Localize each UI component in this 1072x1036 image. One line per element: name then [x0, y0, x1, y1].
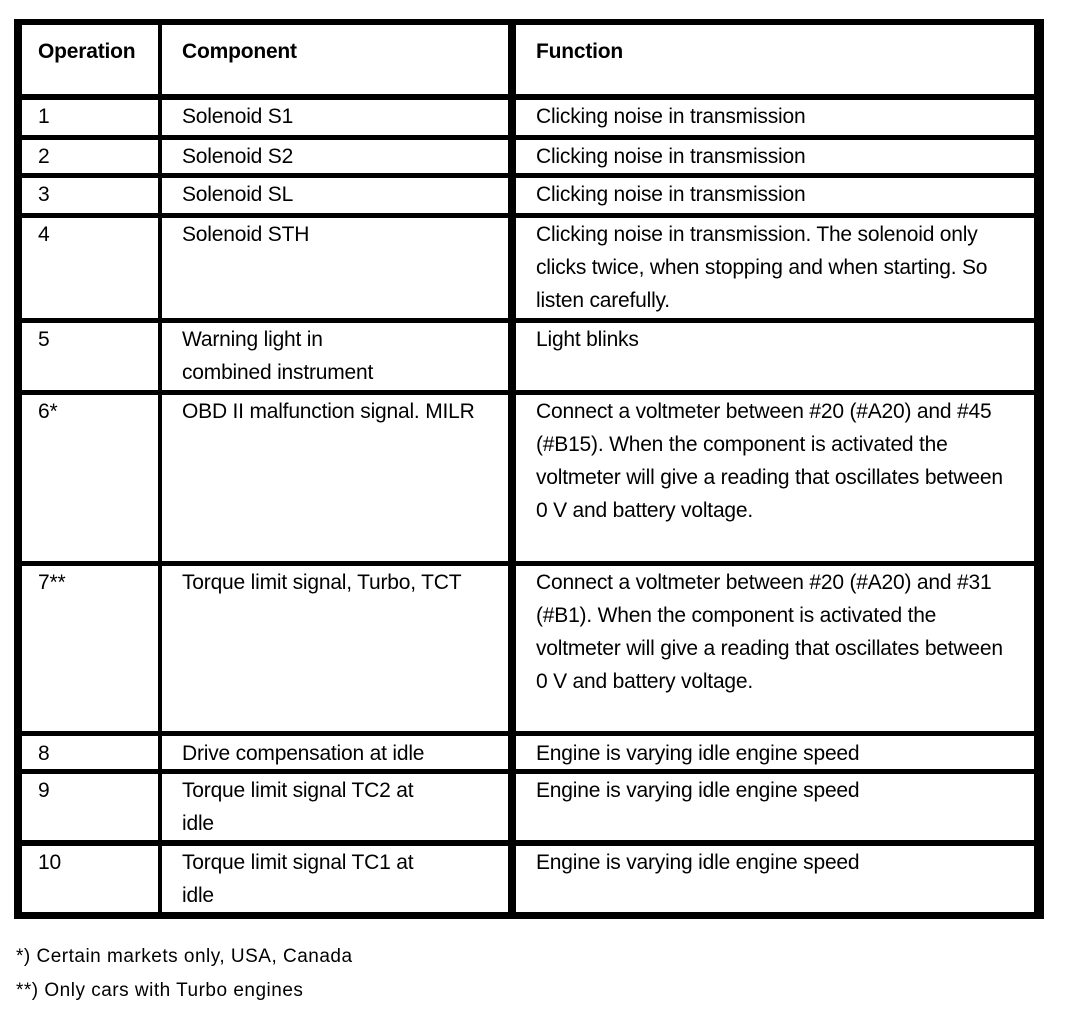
table-row-8-operation	[22, 736, 158, 769]
operation-number: 7**	[38, 571, 66, 594]
table-row-8-component	[162, 736, 508, 769]
component-name: Solenoid SL	[182, 183, 294, 206]
operation-number: 10	[38, 851, 61, 874]
table-row-5-function	[516, 323, 1034, 390]
component-name: Torque limit signal TC2 at idle	[182, 779, 414, 835]
function-text: Clicking noise in transmission	[536, 183, 806, 206]
table-row-5-component	[162, 323, 508, 390]
component-name: Torque limit signal, Turbo, TCT	[182, 571, 462, 594]
header-operation-label: Operation	[38, 40, 136, 63]
table-row-1-operation	[22, 100, 158, 135]
operation-number: 1	[38, 105, 50, 128]
table-row-3-operation	[22, 178, 158, 213]
footnote-markets: *) Certain markets only, USA, Canada	[16, 946, 353, 967]
function-text: Connect a voltmeter between #20 (#A20) and #31 (#B1). When the component is activated the voltmeter will give a reading that oscillates between 0 V and battery voltage.	[536, 571, 1003, 693]
table-row-10-function	[516, 846, 1034, 912]
footnotes	[16, 940, 353, 1008]
table-row-6-component	[162, 395, 508, 561]
table-row-2-function	[516, 140, 1034, 173]
operation-number: 6*	[38, 400, 58, 423]
header-function	[516, 25, 1034, 94]
function-text: Engine is varying idle engine speed	[536, 779, 860, 802]
header-function-label: Function	[536, 40, 624, 63]
header-operation	[22, 25, 158, 94]
table-row-2-operation	[22, 140, 158, 173]
diagnostic-table	[14, 19, 1044, 919]
table-row-3-component	[162, 178, 508, 213]
function-text: Connect a voltmeter between #20 (#A20) and #45 (#B15). When the component is activated the voltmeter will give a reading that oscillates between 0 V and battery voltage.	[536, 400, 1003, 522]
table-row-2-component	[162, 140, 508, 173]
component-name: Torque limit signal TC1 at idle	[182, 851, 414, 907]
table-row-4-operation	[22, 218, 158, 318]
operation-number: 2	[38, 145, 50, 168]
function-text: Clicking noise in transmission	[536, 145, 806, 168]
operation-number: 3	[38, 183, 50, 206]
operation-number: 4	[38, 223, 50, 246]
function-text: Engine is varying idle engine speed	[536, 742, 860, 765]
header-component-label: Component	[182, 40, 297, 63]
table-row-1-component	[162, 100, 508, 135]
table-row-9-component	[162, 774, 508, 840]
table-row-6-operation	[22, 395, 158, 561]
table-row-4-component	[162, 218, 508, 318]
table-row-7-function	[516, 566, 1034, 731]
function-text: Light blinks	[536, 328, 639, 351]
table-row-9-operation	[22, 774, 158, 840]
component-name: Solenoid S2	[182, 145, 294, 168]
table-row-7-component	[162, 566, 508, 731]
component-name: Warning light in combined instrument	[182, 328, 374, 384]
table-row-3-function	[516, 178, 1034, 213]
component-name: OBD II malfunction signal. MILR	[182, 400, 475, 423]
table-row-9-function	[516, 774, 1034, 840]
table-row-4-function	[516, 218, 1034, 318]
header-component	[162, 25, 508, 94]
function-text: Clicking noise in transmission	[536, 105, 806, 128]
function-text: Engine is varying idle engine speed	[536, 851, 860, 874]
table-row-10-component	[162, 846, 508, 912]
table-row-1-function	[516, 100, 1034, 135]
table-row-8-function	[516, 736, 1034, 769]
table-row-7-operation	[22, 566, 158, 731]
function-text: Clicking noise in transmission. The solenoid only clicks twice, when stopping and when starting. So listen carefully.	[536, 223, 988, 312]
operation-number: 9	[38, 779, 50, 802]
component-name: Solenoid S1	[182, 105, 294, 128]
operation-number: 8	[38, 742, 50, 765]
component-name: Drive compensation at idle	[182, 742, 425, 765]
table-row-6-function	[516, 395, 1034, 561]
table-row-10-operation	[22, 846, 158, 912]
component-name: Solenoid STH	[182, 223, 310, 246]
footnote-turbo: **) Only cars with Turbo engines	[16, 980, 304, 1001]
table-row-5-operation	[22, 323, 158, 390]
operation-number: 5	[38, 328, 50, 351]
